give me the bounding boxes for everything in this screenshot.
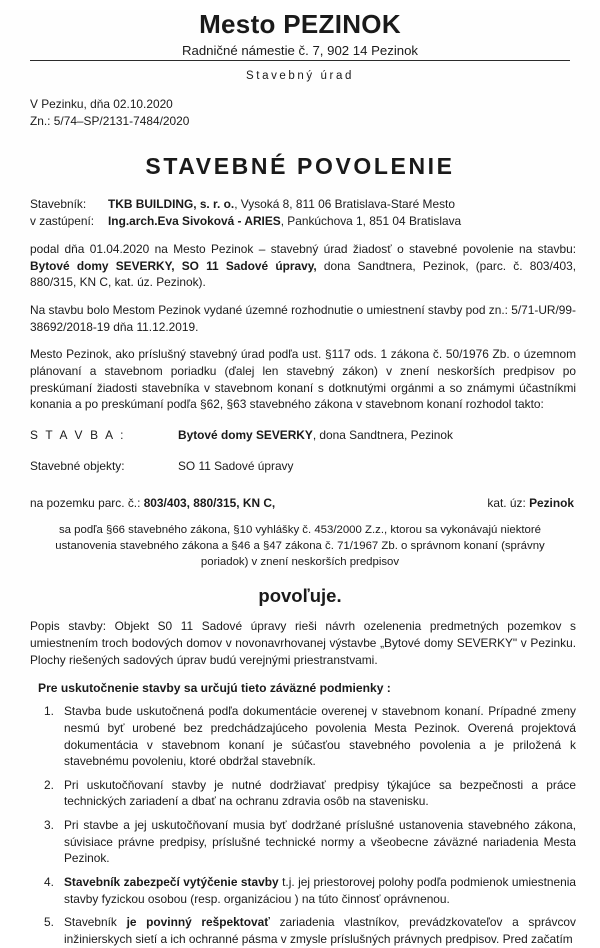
submission-subject: Bytové domy SEVERKY, SO 11 Sadové úpravy, [30,258,317,273]
representative-name: Ing.arch.Eva Sivoková - ARIES [108,214,281,229]
condition-lead: Stavebník [64,915,127,930]
condition-bold: je povinný rešpektovať [126,915,270,930]
place-and-date: V Pezinku, dňa 02.10.2020 [30,97,173,112]
stavba-row [22,427,578,444]
stavba-name: Bytové domy SEVERKY [178,428,313,442]
reference-block [22,96,578,129]
stavba-location: , dona Sandtnera, Pezinok [312,428,453,442]
submission-tail: dona Sandtnera, Pezinok, (parc. č. 803/403, 880/315, KN C, kat. úz. Pezinok). [30,258,576,290]
authority-basis-paragraph: Mesto Pezinok, ako príslušný stavebný úrad podľa ust. §117 ods. 1 zákona č. 50/1976 Zb. o územnom plánovaní a stavebnom poriadku (ďalej len stavebný zákon) v znení neskorších predpisov po preskúmaní žiadosti stavebníka v stavebnom konaní s dotknutými orgánmi a so známymi účastníkmi konania a po preskúmaní podľa §62, §63 stavebného zákona v stavebnom konaní rozhodol takto: [30,347,576,412]
conditions-list [22,703,578,948]
representative-row [30,213,578,230]
representative-value [108,213,461,230]
parcel-lead: na pozemku parc. č.: [30,496,144,511]
document-page [0,9,600,947]
stavba-value [178,427,453,444]
cadastre-group [487,496,574,510]
conditions-heading: Pre uskutočnenie stavby sa určujú tieto záväzné podmienky : [38,681,391,696]
organization-title: Mesto PEZINOK [199,9,401,39]
condition-tail: t.j. jej priestorovej polohy podľa podmienok umiestnenia stavby fyzickou osobou (resp. organizáciou ) na túto činnosť oprávnenou. [64,875,577,906]
condition-bold: Stavebník zabezpečí vytýčenie stavby [64,875,279,890]
department-name: Stavebný úrad [246,70,354,83]
objects-label: Stavebné objekty: [30,458,125,473]
cadastre-label: kat. úz: [487,496,530,511]
representative-address: , Pankúchova 1, 851 04 Bratislava [280,214,462,229]
grant-statement: povoľuje. [258,585,342,607]
applicant-label: Stavebník: [30,197,87,212]
condition-item [30,874,576,907]
condition-lead: Pri stavbe a jej uskutočňovaní musia byť dodržané príslušné ustanovenia stavebného zákona, súvisiace právne predpisy, príslušné technické normy a všeobecne záväzné nariadenia Mesta Pezinok. [64,818,576,866]
condition-item [30,703,576,770]
submission-intro: podal dňa 01.04.2020 na Mesto Pezinok – stavebný úrad žiadosť o stavebné povolenie na stavbu: [30,242,576,257]
parcel-row [22,496,578,510]
applicant-address: , Vysoká 8, 811 06 Bratislava-Staré Mesto [234,197,455,212]
objects-value: SO 11 Sadové úpravy [178,458,294,473]
condition-item [30,817,576,867]
applicant-row [30,196,578,213]
document-title: STAVEBNÉ POVOLENIE [145,153,455,180]
header-divider [30,60,570,61]
parcel-numbers-group [30,496,275,510]
objects-row [22,458,578,475]
applicant-name: TKB BUILDING, s. r. o. [108,197,235,212]
condition-item [30,777,576,810]
submission-paragraph [22,241,578,291]
condition-tail: zariadenia vlastníkov, prevádzkovateľov a správcov inžinierskych sietí a ich ochranné pásma v zmysle príslušných právnych predpisov. Pred začatím [64,915,576,947]
parties-block [22,196,578,230]
applicant-value [108,196,455,213]
file-number: Zn.: 5/74–SP/2131-7484/2020 [30,113,190,128]
letterhead [22,10,578,82]
construction-description: Popis stavby: Objekt S0 11 Sadové úpravy rieši návrh ozelenenia predmetných pozemkov s umiestnením troch bodových domov v novonavrhovanej výstavbe „Bytové domy SEVERKY" v Pezinku. Plochy riešených sadových úprav budú verejnými priestranstvami. [30,619,576,667]
stavba-label: S T A V B A : [30,428,126,442]
organization-address: Radničné námestie č. 7, 902 14 Pezinok [181,42,419,58]
zoning-decision-paragraph: Na stavbu bolo Mestom Pezinok vydané územné rozhodnutie o umiestnení stavby pod zn.: 5/71-UR/99-38692/2018-19 dňa 11.12.2019. [30,303,576,334]
legal-basis-note: sa podľa §66 stavebného zákona, §10 vyhlášky č. 453/2000 Z.z., ktorou sa vykonávajú niektoré ustanovenia stavebného zákona a §46 a §47 zákona č. 71/1967 Zb. o správnom konaní (správny poriadok) v znení neskorších predpisov [55,524,545,569]
parcel-numbers: 803/403, 880/315, KN C, [143,496,276,511]
representative-label: v zastúpení: [30,214,95,229]
condition-lead: Pri uskutočňovaní stavby je nutné dodržiavať predpisy týkajúce sa bezpečnosti a práce technických zariadení a dbať na ochranu zdravia osôb na stavenisku. [64,777,576,809]
condition-item [30,914,576,947]
condition-lead: Stavba bude uskutočnená podľa dokumentácie overenej v stavebnom konaní. Prípadné zmeny nesmú byť urobené bez predchádzajúceho povolenia Mesta Pezinok. Overená projektová dokumentácia v stavebnom konaní je súčasťou stavebného povolenia a je priložená k stavebnému povoleniu, ktoré obdržal stavebník. [64,704,576,769]
cadastre-value: Pezinok [529,496,574,511]
